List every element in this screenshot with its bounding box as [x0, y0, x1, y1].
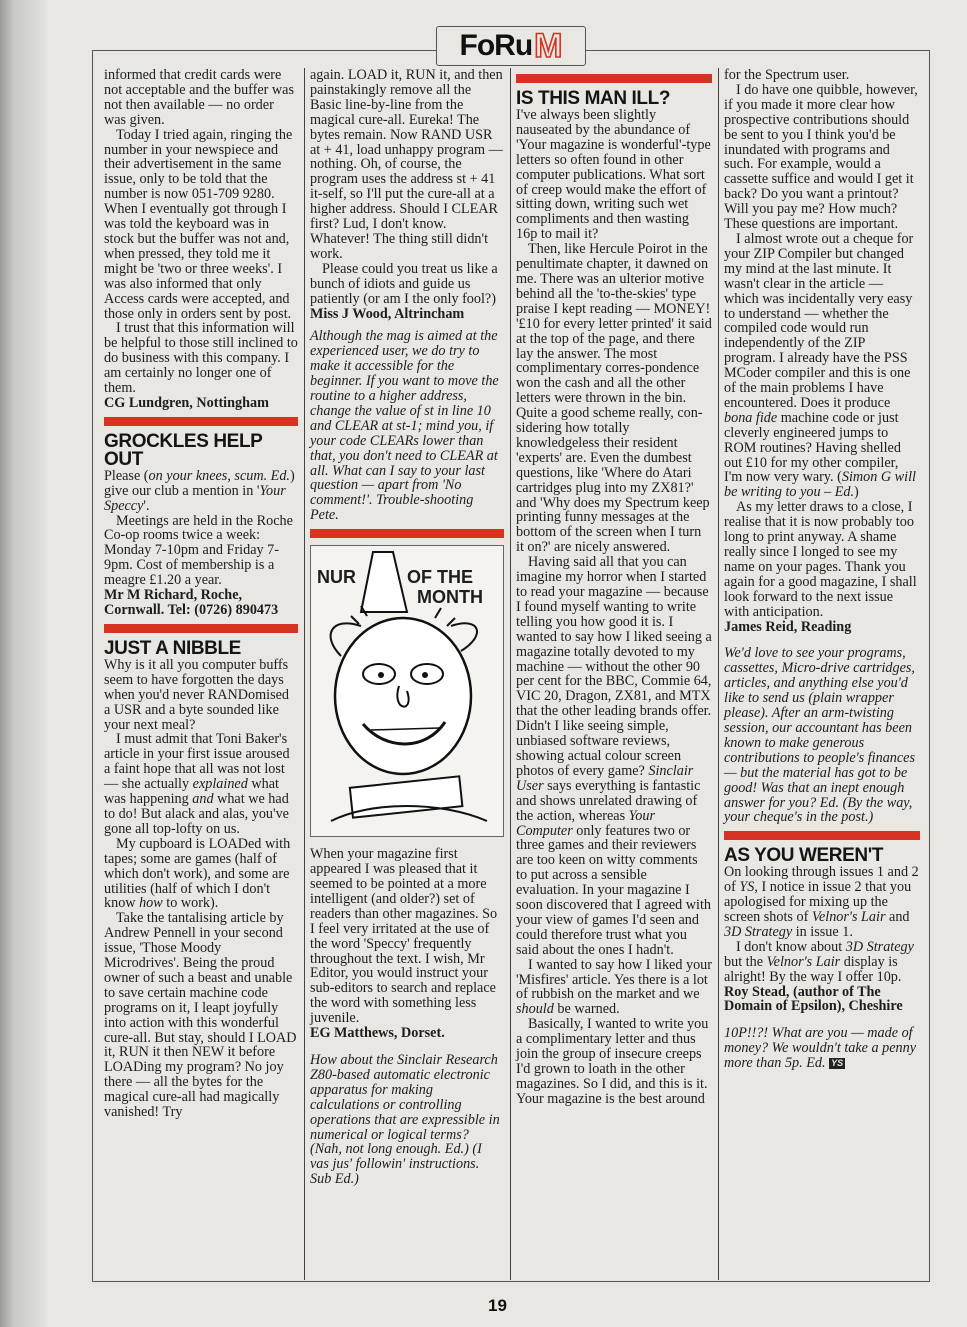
ys-end-badge: YS — [831, 1058, 844, 1069]
letter-signature: EG Matthews, Dorset. — [310, 1025, 445, 1042]
letter-text: My cupboard is LOADed with tapes; some are games (half of which don't work), and some are utilities (half of which I don't know how to work). — [104, 835, 291, 912]
page-spine — [0, 0, 46, 1327]
letter-text: informed that credit cards were not acceptable and the buffer was not then available — no order was given. — [104, 67, 295, 128]
letter-text: I trust that this information will be helpful to those still inclined to do business with this company. I am certainly no longer one of them. — [104, 320, 298, 397]
letter-text: On looking through issues 1 and 2 of YS, I notice in issue 2 that you apologised for mixing up the screen shots of Velnor's Lair and 3D Strategy in issue 1. — [724, 864, 919, 940]
editor-reply: How about the Sinclair Research Z80-based automatic electronic apparatus for making calculations or controlling operations that are expressible in numerical or logical terms? (Nah, not long enough. Ed.) (I vas jus' followin' instructions. Sub Ed.) — [310, 1051, 500, 1188]
red-divider — [516, 74, 712, 83]
letter-text: again. LOAD it, RUN it, and then painstakingly remove all the Basic line-by-line from the magical cure-all. Eureka! The bytes remain. Now RAND USR at + 41, load unhappy program — nothing. Oh, of course, the program uses the address st + 41 it-self, so I'll put the cure-all at a higher address. Should I CLEAR first? Lud, I don't know. Whatever! The thing still didn't work. — [310, 67, 503, 262]
editor-reply: Although the mag is aimed at the experienced user, we do try to make it accessible for the beginner. If you want to move the routine to a higher address, change the value of st in line 10 and CLEAR at st-1; mind you, if your code CLEARs lower than that, you don't need to CLEAR at all. What can I say to your last question — apart from 'No comment!'. Trouble-shooting Pete. — [310, 328, 499, 524]
letter-text: I must admit that Toni Baker's article in your first issue aroused a faint hope that all was not lost — she actually explained what was happening and what we had to do! But alack and alas, you've gone all top-lofty on us. — [104, 731, 290, 837]
logo-m-letter: M — [534, 26, 563, 65]
forum-logo — [436, 26, 586, 66]
caricature-illustration — [311, 546, 504, 836]
letter-signature: Mr M Richard, Roche, Cornwall. Tel: (0726) 890473 — [104, 587, 279, 618]
letter-signature: James Reid, Reading — [724, 618, 852, 635]
letter-text: Please (on your knees, scum. Ed.) give our club a mention in 'Your Speccy'. — [104, 467, 295, 514]
letter-heading: GROCKLES HELP OUT — [104, 430, 263, 470]
letter-heading: IS THIS MAN ILL? — [516, 88, 671, 109]
nurd-of-the-month-cartoon — [310, 545, 504, 837]
column-rule — [510, 68, 511, 1280]
column-3 — [516, 68, 712, 1107]
letter-text: Basically, I wanted to write you a complimentary letter and thus join the group of insecure creeps I'd grown to loath in the other magazines. So I did, and this is it. Your magazine is the best around — [516, 1016, 709, 1107]
letter-text: Why is it all you computer buffs seem to have forgotten the days when you'd never RANDomised a USR and a byte sounded like your next meal? — [104, 656, 289, 733]
letter-text: Meetings are held in the Roche Co-op rooms twice a week: Monday 7-10pm and Friday 7-9pm. Cost of membership is a meagre £1.20 a year. — [104, 512, 293, 589]
column-4 — [724, 68, 920, 1071]
letter-text: I wanted to say how I liked your 'Misfires' article. Yes there is a lot of rubbish on the market and we should be warned. — [516, 956, 713, 1018]
nurd-title-part: OF THE — [407, 567, 473, 588]
red-divider — [104, 417, 298, 426]
letter-text: I do have one quibble, however, if you made it more clear how prospective contributions should be sent to you I think you'd be inundated with programs and such. For example, would a cassette suffice and would I get it back? Do you want a printout? Will you pay me? How much? These questions are important. — [724, 81, 918, 233]
letter-heading: AS YOU WEREN'T — [724, 845, 884, 867]
letter-heading: JUST A NIBBLE — [104, 637, 241, 659]
editor-reply: 10P!!?! What are you — made of money? We wouldn't take a penny more than 5p. Ed. YS — [724, 1025, 917, 1072]
column-rule — [304, 68, 305, 1280]
letter-text: I've always been slightly nauseated by the abundance of 'Your magazine is wonderful'-type letters so often found in other computer publications. What sort of creep would make the effort of sitting down, writing such wet compliments and then wasting 16p to mail it? — [516, 107, 711, 243]
letter-text: Please could you treat us like a bunch of idiots and guide us patiently (or am I the only fool?) — [310, 260, 498, 307]
letter-text: As my letter draws to a close, I realise that it is now probably too long to print anyway. A shame really since I longed to see my name on your pages. Thank you again for a good magazine, I shall look forward to the next issue with anticipation. — [724, 499, 917, 620]
page-number: 19 — [488, 1296, 507, 1315]
red-divider — [104, 624, 298, 633]
letter-text: When your magazine first appeared I was pleased that it seemed to be pointed at a more intelligent (and older?) set of readers than other magazines. So I feel very irritated at the use of the word 'Speccy' frequently throughout the text. I wish, Mr Editor, you would instruct your sub-editors to search and replace the word with something less juvenile. — [310, 846, 498, 1027]
dunce-cap — [361, 552, 407, 612]
letter-text: Having said all that you can imagine my horror when I started to read your magazine — because I found myself wanting to write telling you how good it is. I wanted to say how I liked seeing a magazine totally devoted to my machine — without the other 90 per cent for the BBC, Commie 64, VIC 20, Dragon, ZX81, and MTX that the other leading brands offer. Didn't I like seeing simple, unbiased software reviews, showing actual colour screen photos of every game? Sinclair User says everything is fantastic and shows unrelated drawing of the action, whereas Your Computer only features two or three games and their reviewers are too keen on witty comments to put across a sensible evaluation. In your magazine I soon discovered that I agreed with your view of games I'd seen and could therefore trust what you said about the ones I hadn't. — [516, 554, 712, 958]
nurd-title-part: MONTH — [417, 587, 483, 608]
logo-forum-text: FoRu — [459, 29, 533, 62]
column-1 — [104, 68, 298, 1120]
nurd-title-part: NUR — [317, 567, 356, 588]
editor-reply: We'd love to see your programs, cassettes, Micro-drive cartridges, articles, and anything else you'd like to send us (plain wrapper please). After an arm-twisting session, our accountant has been known to make generous contributions to people's finances — but the material has got to be good! Was that an inept enough answer for you? Ed. (By the way, your cheque's in the post.) — [724, 645, 915, 826]
red-divider — [310, 529, 504, 538]
red-divider — [724, 831, 920, 840]
letter-text: Today I tried again, ringing the number in your newspiece and their advertisement in the same issue, only to be told that the number is now 051-709 9280. When I eventually got through I was told the keyboard was in stock but the buffer was not and, when pressed, they told me it might be 'two or three weeks'. I was also informed that only Access cards were accepted, and those only in orders sent by post. — [104, 126, 293, 322]
letter-text: I almost wrote out a cheque for your ZIP Compiler but changed my mind at the last minute. It wasn't clear in the article — which was incidentally very easy to understand — whether the compiled code would run independently of the ZIP program. I already have the PSS MCoder compiler and this is one of the main problems I have encountered. Does it produce bona fide machine code or just cleverly engineered jumps to ROM routines? Having shelled out £10 for my other compiler, I'm now very wary. (Simon G will be writing to you – Ed.) — [724, 230, 916, 501]
column-rule — [718, 68, 719, 1280]
column-2 — [310, 68, 504, 1187]
letter-text: Then, like Hercule Poirot in the penultimate chapter, it dawned on me. There was an ulterior motive behind all the 'to-the-skies' type praise I kept reading — MONEY! '£10 for every letter printed' it said at the top of the page, and there lay the answer. The most complimentary corres-pondence won the cash and all the other letters were thrown in the bin. Quite a good scheme really, con-sidering how totally knowledgeless their resident 'experts' are. Even the dumbest questions, like 'Where do Atari cartridges plug into my ZX81?' and 'Why does my Spectrum keep printing funny messages at the bottom of the screen when I turn it on?' are nicely answered. — [516, 241, 712, 556]
letter-signature: Miss J Wood, Altrincham — [310, 305, 465, 322]
letter-signature: CG Lundgren, Nottingham — [104, 394, 269, 411]
letter-text: I don't know about 3D Strategy but the Velnor's Lair display is alright! By the way I offer 10p. — [724, 938, 914, 985]
letter-text: Take the tantalising article by Andrew Pennell in your second issue, 'Those Moody Microdrives'. Being the proud owner of such a beast and unable to save certain machine code programs on it, I leapt joyfully into action with this wonderful cure-all. But stay, should I LOAD it, RUN it then NEW it before LOADing my program? No joy there — all the bytes for the magical cure-all had magically vanished! Try — [104, 910, 297, 1121]
letter-signature: Roy Stead, (author of The Domain of Epsilon), Cheshire — [724, 983, 903, 1015]
letter-text: for the Spectrum user. — [724, 67, 850, 83]
cartoon-head — [335, 618, 471, 774]
